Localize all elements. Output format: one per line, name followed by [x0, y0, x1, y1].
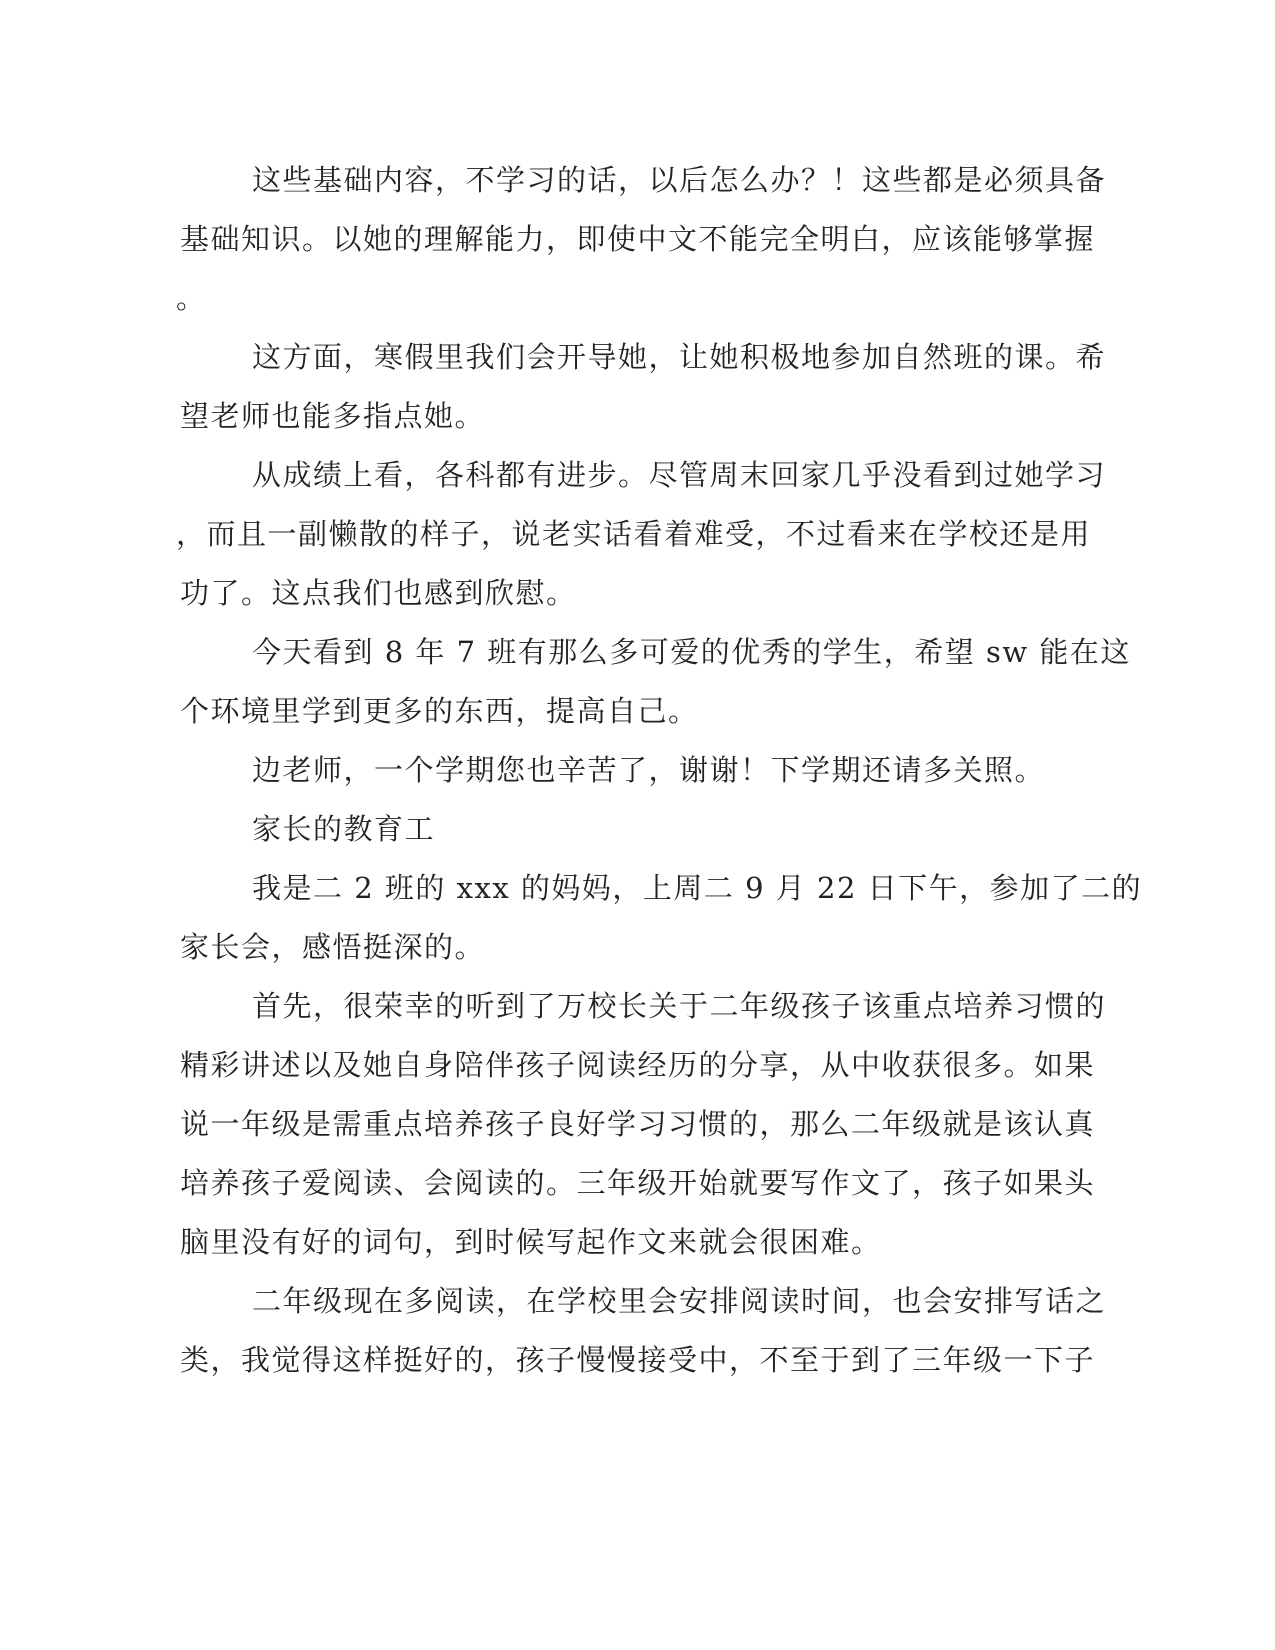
text-line: 从成绩上看，各科都有进步。尽管周末回家几乎没看到过她学习: [252, 458, 1107, 492]
text-line: 边老师，一个学期您也辛苦了，谢谢！下学期还请多关照。: [252, 753, 1046, 787]
text-line: 这方面，寒假里我们会开导她，让她积极地参加自然班的课。希: [252, 340, 1107, 374]
text-line: 家长的教育工: [252, 812, 436, 846]
text-line: 脑里没有好的词句，到时候写起作文来就会很困难。: [180, 1225, 882, 1259]
text-line: 家长会，感悟挺深的。: [180, 930, 486, 964]
text-line: 望老师也能多指点她。: [180, 399, 486, 433]
text-line: 培养孩子爱阅读、会阅读的。三年级开始就要写作文了，孩子如果头: [180, 1166, 1096, 1200]
text-line: 功了。这点我们也感到欣慰。: [180, 576, 577, 610]
text-line: 首先，很荣幸的听到了万校长关于二年级孩子该重点培养习惯的: [252, 989, 1107, 1023]
text-line: 今天看到 8 年 7 班有那么多可爱的优秀的学生，希望 sw 能在这: [252, 635, 1131, 669]
text-line: 类，我觉得这样挺好的，孩子慢慢接受中，不至于到了三年级一下子: [180, 1343, 1096, 1377]
text-line: 精彩讲述以及她自身陪伴孩子阅读经历的分享，从中收获很多。如果: [180, 1048, 1096, 1082]
text-line: 基础知识。以她的理解能力，即使中文不能完全明白，应该能够掌握: [180, 222, 1096, 256]
text-line: 。: [176, 281, 207, 315]
text-line: 二年级现在多阅读，在学校里会安排阅读时间，也会安排写话之: [252, 1284, 1107, 1318]
text-line: ，而且一副懒散的样子，说老实话看着难受，不过看来在学校还是用: [176, 517, 1092, 551]
text-line: 这些基础内容，不学习的话，以后怎么办？！这些都是必须具备: [252, 163, 1107, 197]
text-line: 说一年级是需重点培养孩子良好学习习惯的，那么二年级就是该认真: [180, 1107, 1096, 1141]
text-line: 我是二 2 班的 xxx 的妈妈，上周二 9 月 22 日下午，参加了二的: [252, 871, 1143, 905]
text-line: 个环境里学到更多的东西，提高自己。: [180, 694, 699, 728]
